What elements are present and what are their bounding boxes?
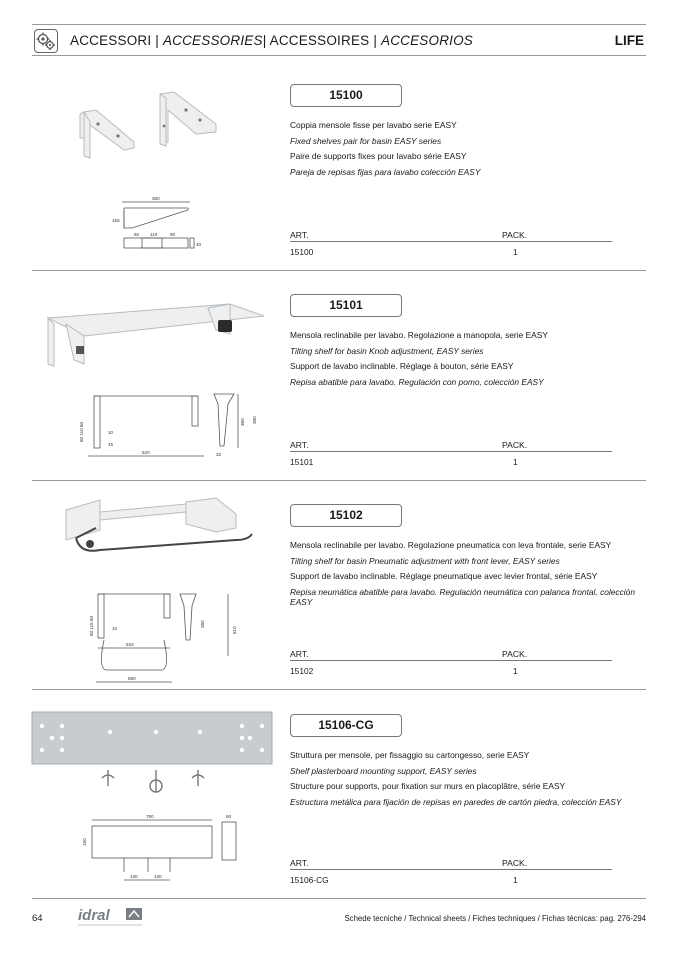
- art-header: ART.: [290, 858, 309, 868]
- technical-drawing: [82, 814, 252, 884]
- dim-label: 155: [112, 218, 120, 223]
- dim-label: 610: [232, 626, 237, 634]
- product-code: 15106-CG: [290, 714, 402, 737]
- technical-drawing: [112, 194, 232, 254]
- dim-label: 60 115 60: [89, 615, 94, 636]
- art-value: 15101: [290, 457, 314, 467]
- dim-label: 390: [252, 416, 257, 424]
- pack-header: PACK.: [502, 440, 528, 450]
- dim-label: 60: [226, 814, 232, 819]
- technical-drawing: [80, 390, 270, 462]
- divider: [290, 869, 612, 870]
- product-description: Struttura per mensole, per fissaggio su cartongesso, serie EASY Shelf plasterboard mounting support, EASY series Structure pour supports, pour fixation sur murs en placoplâtre, série EASY Estructura metálica para fijación de repisas en paredes de cartón piedra, colección EASY: [290, 750, 622, 807]
- product-description: Mensola reclinabile per lavabo. Regolazione pneumatica con leva frontale, serie EASY Tilting shelf for basin Pneumatic adjustment with front lever, EASY series Support de lavabo inclinable. Réglage pneumatique avec levier frontal, série EASY Repisa neumática abatible para lavabo. Regulación neumática con palanca frontal, colección EASY: [290, 540, 635, 608]
- technical-drawing: [88, 590, 248, 690]
- page-number: 64: [32, 913, 43, 924]
- product-photo: [32, 712, 274, 802]
- dim-label: 40: [196, 242, 202, 247]
- dim-label: 60 110 60: [79, 421, 84, 442]
- product-code: 15100: [290, 84, 402, 107]
- product-photo: [60, 498, 260, 568]
- page-title: ACCESSORI | ACCESSORIES| ACCESSOIRES | ACCESORIOS: [70, 33, 474, 48]
- page-header: [32, 24, 646, 56]
- section-divider: [32, 270, 646, 271]
- product-code: 15101: [290, 294, 402, 317]
- pack-value: 1: [513, 247, 518, 257]
- pack-value: 1: [513, 457, 518, 467]
- footer-note: Schede tecniche / Technical sheets / Fiches techniques / Fichas técnicas: pag. 276-294: [344, 914, 646, 923]
- gear-icon: [34, 29, 58, 53]
- dim-label: 45: [108, 442, 114, 447]
- divider: [290, 241, 612, 242]
- pack-value: 1: [513, 875, 518, 885]
- art-value: 15106-CG: [290, 875, 329, 885]
- art-header: ART.: [290, 649, 309, 659]
- dim-label: 520: [142, 450, 150, 455]
- pack-value: 1: [513, 666, 518, 676]
- product-section-15101: [32, 294, 646, 504]
- dim-label: 32: [216, 452, 222, 457]
- divider: [290, 660, 612, 661]
- dim-label: 130: [130, 874, 138, 879]
- brand-logo: [76, 906, 148, 933]
- product-photo: [40, 294, 270, 374]
- dim-label: 60: [134, 232, 140, 237]
- art-header: ART.: [290, 230, 309, 240]
- pack-header: PACK.: [502, 649, 528, 659]
- art-value: 15102: [290, 666, 314, 676]
- product-section-15106-cg: [32, 714, 646, 924]
- pack-header: PACK.: [502, 230, 528, 240]
- dim-label: 360: [152, 196, 160, 201]
- dim-label: 780: [146, 814, 154, 819]
- product-code: 15102: [290, 504, 402, 527]
- product-description: Coppia mensole fisse per lavabo serie EASY Fixed shelves pair for basin EASY series Paire de supports fixes pour lavabo série EASY Pareja de repisas fijas para lavabo colección EASY: [290, 120, 481, 177]
- product-description: Mensola reclinabile per lavabo. Regolazione a manopola, serie EASY Tilting shelf for basin Knob adjustment, EASY series Support de lavabo inclinable. Réglage à bouton, série EASY Repisa abatible para lavabo. Regulación con pomo, colección EASY: [290, 330, 548, 387]
- dim-label: 150: [82, 838, 87, 846]
- divider: [290, 451, 612, 452]
- dim-label: 60: [170, 232, 176, 237]
- dim-label: 533: [126, 642, 134, 647]
- product-section-15100: [32, 84, 646, 294]
- product-section-15102: [32, 504, 646, 714]
- section-divider: [32, 898, 646, 899]
- dim-label: 130: [154, 874, 162, 879]
- dim-label: 10: [108, 430, 114, 435]
- art-header: ART.: [290, 440, 309, 450]
- dim-label: 360: [240, 418, 245, 426]
- product-photo: [76, 86, 276, 166]
- art-value: 15100: [290, 247, 314, 257]
- section-divider: [32, 689, 646, 690]
- svg-text:idral: idral: [78, 907, 110, 924]
- section-divider: [32, 480, 646, 481]
- series-name: LIFE: [614, 33, 644, 48]
- dim-label: 110: [150, 232, 158, 237]
- pack-header: PACK.: [502, 858, 528, 868]
- dim-label: 380: [200, 620, 205, 628]
- dim-label: 10: [112, 626, 118, 631]
- dim-label: 580: [128, 676, 136, 681]
